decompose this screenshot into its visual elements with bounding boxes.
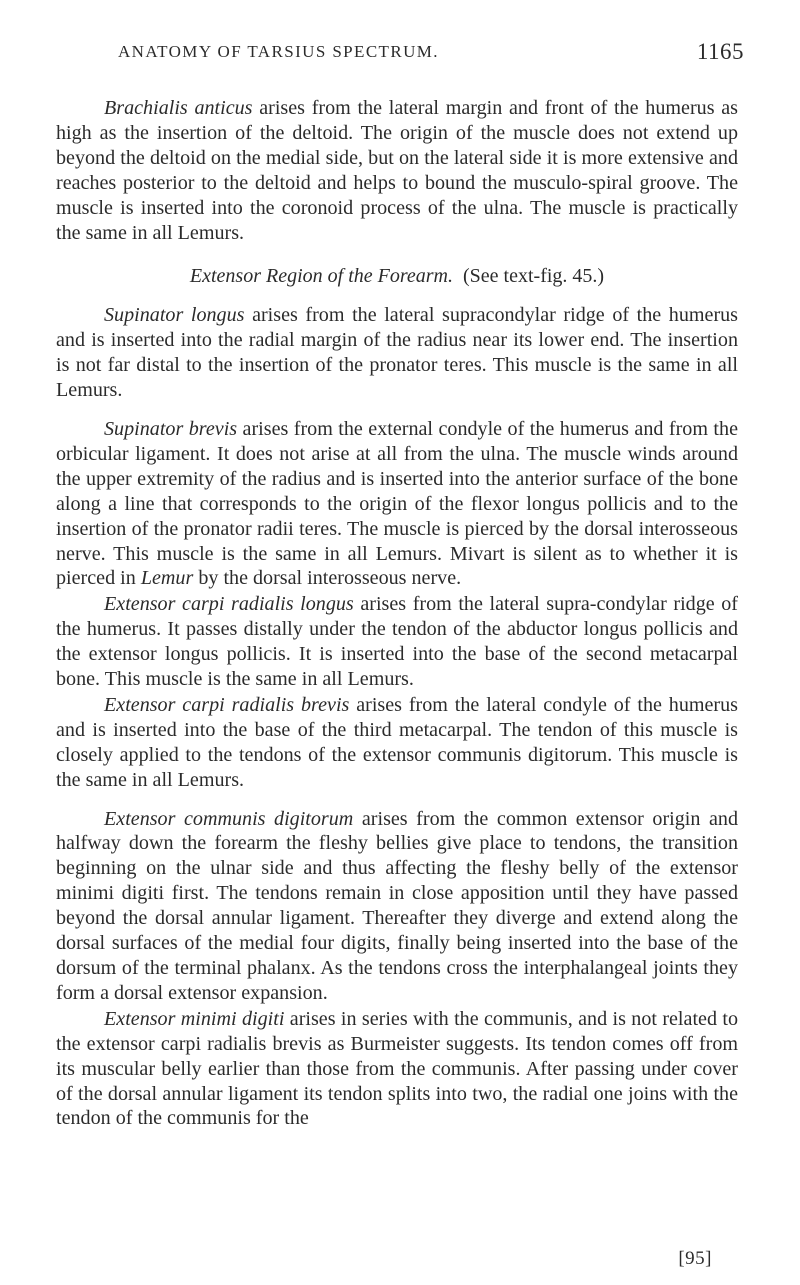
signature-mark: [95] (678, 1248, 712, 1269)
paragraph-text: arises from the lateral condyle of the humerus and is inserted into the base of the third metacarpal. The tendon of this muscle is closely applied to the tendons of the extensor communis digitorum. This muscle is the same in all Lemurs. (56, 693, 738, 791)
paragraph-supinator-brevis (56, 417, 738, 591)
paragraph-text: arises from the common extensor origin and halfway down the forearm the fleshy bellies give place to tendons, the transition beginning on the ulnar side and thus affecting the fleshy belly of the extensor minimi digiti first. The tendons remain in close apposition until they have passed beyond the dorsal annular ligament. Thereafter they diverge and extend along the dorsal surfaces of the medial four digits, finally being inserted into the base of the dorsum of the terminal phalanx. As the tendons cross the interphalangeal joints they form a dorsal extensor expansion. (56, 807, 739, 1004)
section-heading (56, 264, 738, 289)
paragraph-extensor-carpi-radialis-longus (56, 592, 738, 692)
muscle-name: Extensor minimi digiti (104, 1007, 285, 1030)
running-title: ANATOMY OF TARSIUS SPECTRUM. (118, 42, 439, 61)
paragraph-extensor-minimi-digiti (56, 1007, 738, 1132)
muscle-name: Extensor communis digitorum (104, 807, 354, 830)
muscle-name: Brachialis anticus (104, 97, 253, 119)
paragraph-extensor-carpi-radialis-brevis (56, 693, 738, 793)
muscle-name: Supinator brevis (104, 417, 238, 440)
paragraph-text: arises from the lateral supra-condylar ridge of the humerus. It passes distally under the tendon of the abductor longus pollicis and the extensor longus pollicis. It is inserted into the base of the second metacarpal bone. This muscle is the same in all Lemurs. (56, 593, 738, 691)
section-title: Extensor Region of the Forearm. (189, 265, 454, 288)
figure-reference: (See text-fig. 45.) (463, 265, 605, 288)
paragraph-text-end: by the dorsal interosseous nerve. (193, 567, 462, 590)
genus-name: Lemur (140, 567, 194, 590)
page-header (0, 39, 800, 78)
paragraph-text: arises from the lateral margin and front of the humerus as high as the insertion of the deltoid. The origin of the muscle does not extend up beyond the deltoid on the medial side, but on the lateral side it is more extensive and reaches posterior to the deltoid and helps to bound the musculo-spiral groove. The muscle is inserted into the coronoid process of the ulna. The muscle is practically the same in all Lemurs. (56, 97, 738, 244)
muscle-name: Extensor carpi radialis brevis (104, 693, 350, 716)
paragraph-brachialis-anticus (56, 96, 738, 245)
page-number: 1165 (696, 39, 744, 64)
paragraph-extensor-communis-digitorum (56, 807, 738, 1006)
muscle-name: Extensor carpi radialis longus (104, 593, 354, 616)
muscle-name: Supinator longus (104, 304, 245, 327)
paragraph-text: arises from the external condyle of the humerus and from the orbicular ligament. It does not arise at all from the ulna. The muscle winds around the upper extremity of the radius and is inserted into the anterior surface of the bone along a line that corresponds to the origin of the flexor longus pollicis and to the insertion of the pronator radii teres. The muscle is pierced by the dorsal interosseous nerve. This muscle is the same in all Lemurs. Mivart is silent as to whether it is pierced in (56, 417, 738, 590)
body-text (56, 96, 738, 1131)
paragraph-text: arises from the lateral supracondylar ridge of the humerus and is inserted into the radial margin of the radius near its lower end. The insertion is not far distal to the insertion of the pronator teres. This muscle is the same in all Lemurs. (56, 304, 739, 402)
paragraph-text: arises in series with the communis, and is not related to the extensor carpi radialis brevis as Burmeister suggests. Its tendon comes off from its muscular belly earlier than those from the communis. After passing under cover of the dorsal annular ligament its tendon splits into two, the radial one joins with the tendon of the communis for the (56, 1007, 738, 1130)
paragraph-supinator-longus (56, 303, 738, 403)
